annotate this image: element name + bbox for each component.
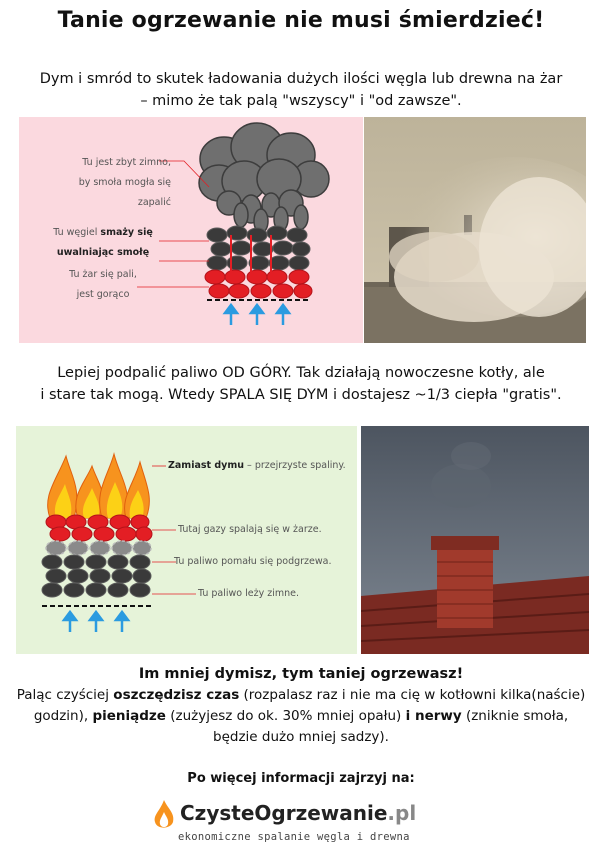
summary-save-money: pieniądze <box>92 708 166 724</box>
label-fuel-cold: Tu paliwo leży zimne. <box>198 588 300 599</box>
intro-line-2: – mimo że tak palą "wszyscy" i "od zawsze". <box>140 93 462 109</box>
summary-headline: Im mniej dymisz, tym taniej ogrzewasz! <box>138 666 464 682</box>
summary-text-2: (rozpalasz raz i nie ma cię w kotłowni kilka(naście) <box>239 687 586 703</box>
label-too-cold <box>51 153 171 213</box>
middle-line-2: i stare tak mogą. Wtedy SPALA SIĘ DYM i dostajesz ~1/3 ciepła "gratis". <box>40 387 562 403</box>
logo-name-tld: .pl <box>387 801 417 825</box>
page-title: Tanie ogrzewanie nie musi śmierdzieć! <box>57 8 545 33</box>
label-coal-fries-line-1 <box>47 223 159 243</box>
top-ember-layer <box>46 515 152 541</box>
label-coal-fries-pre: Tu węgiel <box>53 227 101 238</box>
middle-line-1: Lepiej podpalić paliwo OD GÓRY. Tak działają nowoczesne kotły, ale <box>57 365 545 381</box>
bottom-ignition-diagram <box>19 117 363 343</box>
air-inflow-arrows <box>225 305 289 325</box>
summary <box>10 664 592 748</box>
label-too-cold-line-2: by smoła mogła się zapalić <box>78 177 171 208</box>
label-embers-burn-line-1: Tu żar się pali, <box>69 269 137 280</box>
logo-name-main: CzysteOgrzewanie <box>180 801 388 825</box>
label-instead-of-smoke-bold: Zamiast dymu <box>168 460 245 471</box>
label-embers-burn-line-2: jest gorąco <box>76 289 130 300</box>
label-gases-burn: Tutaj gazy spalają się w żarze. <box>178 524 322 535</box>
label-coal-fries-bold: smaży się <box>100 227 153 238</box>
label-too-cold-line-1: Tu jest zbyt zimno, <box>82 157 171 168</box>
top-ignition-text <box>10 362 592 406</box>
heating-coal-layer <box>46 541 151 555</box>
smoky-chimney-photo <box>364 117 586 343</box>
top-ignition-diagram <box>16 426 357 654</box>
label-embers-burn <box>47 265 159 305</box>
label-coal-fries-line-2 <box>47 243 159 263</box>
smoke-cloud <box>199 123 329 233</box>
more-info-label: Po więcej informacji zajrzyj na: <box>187 771 415 786</box>
summary-save-nerves: i nerwy <box>405 708 462 724</box>
cold-coal-layer <box>42 555 151 597</box>
flame-icon <box>152 799 176 831</box>
intro-text <box>20 68 582 112</box>
smoky-chimney-image <box>364 117 586 343</box>
site-logo[interactable] <box>150 797 450 857</box>
coal-pile <box>207 226 310 270</box>
label-releasing-tar: uwalniając smołę <box>56 247 150 258</box>
label-instead-of-smoke-rest: – przejrzyste spaliny. <box>244 460 346 471</box>
label-coal-fries <box>47 223 159 263</box>
clean-chimney-photo <box>361 426 589 654</box>
intro-line-1: Dym i smród to skutek ładowania dużych ilości węgla lub drewna na żar <box>39 71 563 87</box>
summary-text-3: godzin), <box>33 708 93 724</box>
flames <box>48 454 150 518</box>
summary-save-time: oszczędzisz czas <box>113 687 240 703</box>
clean-chimney-image <box>361 426 589 654</box>
summary-text-1: Paląc czyściej <box>16 687 114 703</box>
logo-name <box>180 801 416 825</box>
air-inflow-arrows-2 <box>64 612 128 632</box>
label-instead-of-smoke <box>168 456 346 476</box>
summary-text-6: będzie dużo mniej sadzy). <box>213 729 389 745</box>
ember-layer <box>205 270 312 298</box>
summary-body <box>10 685 592 748</box>
label-fuel-heats: Tu paliwo pomału się podgrzewa. <box>174 556 332 567</box>
summary-text-4: (zużyjesz do ok. 30% mniej opału) <box>165 708 406 724</box>
logo-tagline: ekonomiczne spalanie węgla i drewna <box>178 831 410 843</box>
summary-text-5: (zniknie smoła, <box>461 708 569 724</box>
